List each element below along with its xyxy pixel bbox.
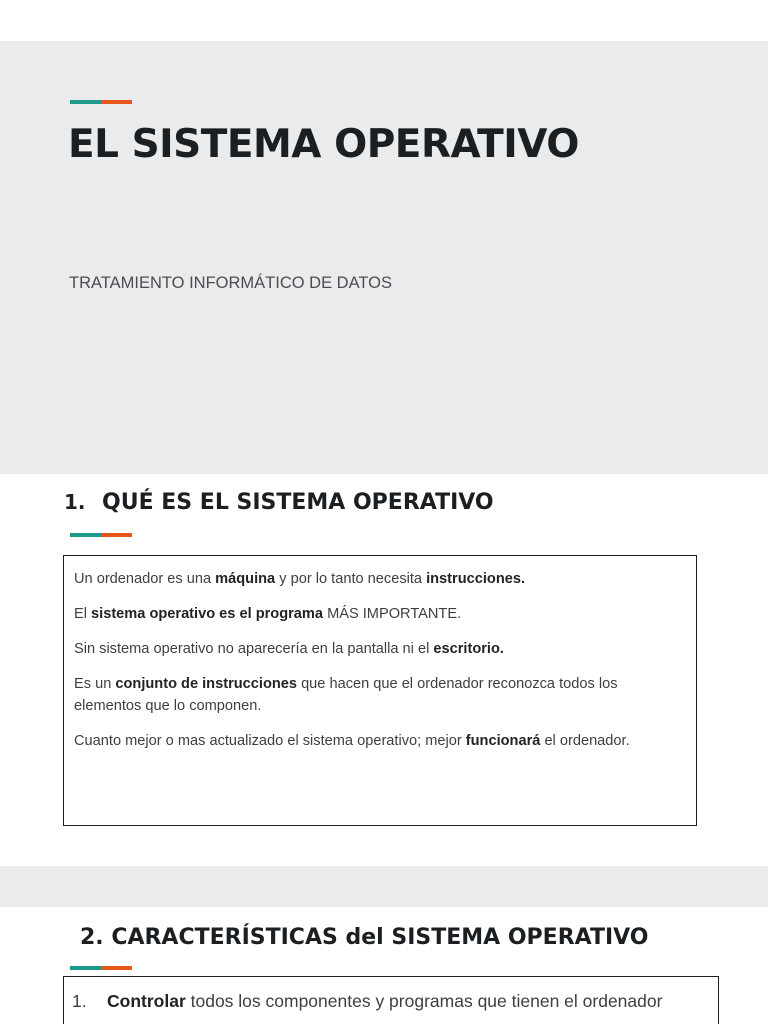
characteristics-list-box	[63, 976, 719, 1024]
title-accent-bar	[70, 100, 132, 104]
bold-text-run: instrucciones.	[426, 571, 526, 587]
body-paragraph	[74, 568, 686, 590]
text-run: MÁS IMPORTANTE.	[323, 606, 462, 622]
text-run: Es un	[74, 676, 116, 692]
text-run: todos los componentes y programas que tienen el ordenador	[185, 991, 663, 1011]
presentation-subtitle: TRATAMIENTO INFORMÁTICO DE DATOS	[69, 274, 392, 292]
bold-text-run: sistema operativo es el programa	[91, 606, 324, 622]
body-paragraph	[74, 603, 686, 625]
title-slide	[0, 41, 768, 474]
list-item-number: 1.	[72, 991, 87, 1011]
slide-divider-band	[0, 866, 768, 907]
accent-teal-segment	[70, 533, 101, 537]
accent-teal-segment	[70, 100, 101, 104]
text-run: que hacen que el ordenador reconozca todos los elementos que lo componen.	[74, 676, 618, 714]
bold-text-run: funcionará	[465, 733, 541, 749]
text-run: y por lo tanto necesita	[275, 571, 427, 587]
heading-accent-bar	[70, 533, 132, 537]
bold-text-run: escritorio.	[433, 641, 504, 657]
list-item	[72, 987, 710, 1015]
bold-text-run: Controlar	[107, 991, 186, 1011]
body-paragraph	[74, 730, 686, 752]
body-paragraph	[74, 638, 686, 660]
bold-text-run: máquina	[215, 571, 276, 587]
heading-number: 1.	[64, 490, 86, 514]
heading-text: QUÉ ES EL SISTEMA OPERATIVO	[102, 490, 494, 515]
accent-orange-segment	[101, 533, 132, 537]
bold-text-run: conjunto de instrucciones	[115, 676, 298, 692]
accent-teal-segment	[70, 966, 101, 970]
text-run: El	[74, 606, 92, 622]
slide-heading: 2. CARACTERÍSTICAS del SISTEMA OPERATIVO	[80, 925, 649, 950]
slide-caracteristicas	[0, 907, 768, 1024]
presentation-title: EL SISTEMA OPERATIVO	[68, 122, 579, 167]
definition-text-box	[63, 555, 697, 826]
slide-que-es	[0, 474, 768, 866]
body-paragraph	[74, 673, 686, 717]
text-run: el ordenador.	[540, 733, 630, 749]
text-run: Cuanto mejor o mas actualizado el sistema operativo; mejor	[74, 733, 466, 749]
slide-heading	[64, 490, 494, 515]
text-run: Un ordenador es una	[74, 571, 216, 587]
accent-orange-segment	[101, 100, 132, 104]
text-run: Sin sistema operativo no aparecería en la pantalla ni el	[74, 641, 434, 657]
heading-accent-bar	[70, 966, 132, 970]
accent-orange-segment	[101, 966, 132, 970]
